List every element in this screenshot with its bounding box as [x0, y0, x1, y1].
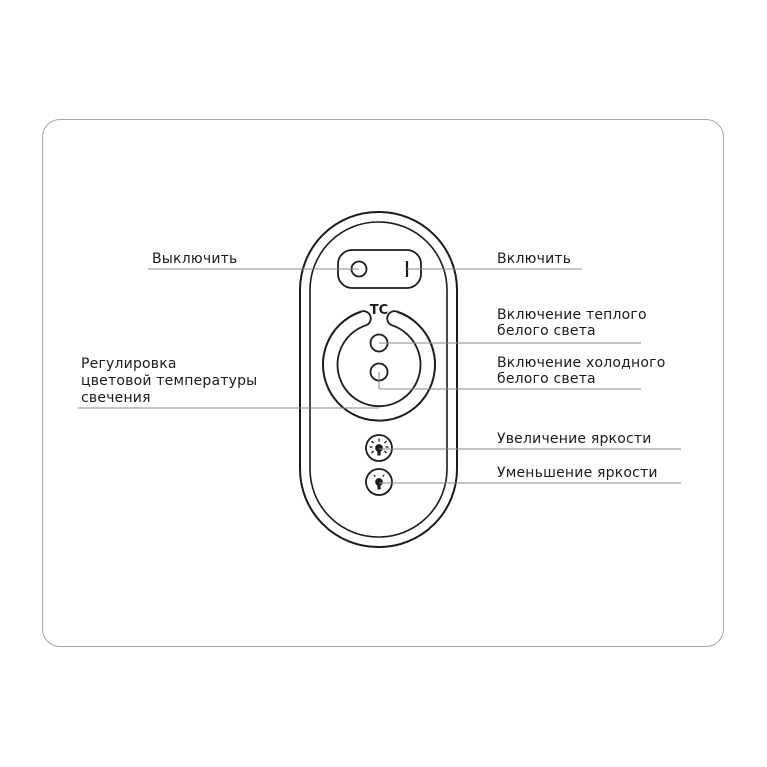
label-warm-line1: Включение теплого [497, 307, 647, 323]
label-bright-down: Уменьшение яркости [497, 465, 658, 481]
brightness-down-button[interactable] [366, 469, 392, 495]
ring-right-cap [387, 311, 396, 325]
label-temp-line3: свечения [81, 390, 151, 406]
label-temp-line2: цветовой температуры [81, 373, 258, 389]
label-warm-line2: белого света [497, 323, 596, 339]
brightness-up-button[interactable] [366, 435, 392, 461]
bulb-dim-icon [374, 475, 384, 490]
bulb-bright-icon [370, 439, 389, 456]
label-cold-line2: белого света [497, 371, 596, 387]
color-temperature-ring[interactable] [323, 312, 435, 421]
label-cold-line1: Включение холодного [497, 355, 666, 371]
label-bright-up: Увеличение яркости [497, 431, 652, 447]
label-off: Выключить [152, 251, 238, 267]
label-temp-line1: Регулировка [81, 356, 177, 372]
label-on: Включить [497, 251, 572, 267]
color-temperature-ring-inner [338, 325, 421, 406]
mode-label: TC [369, 303, 389, 318]
